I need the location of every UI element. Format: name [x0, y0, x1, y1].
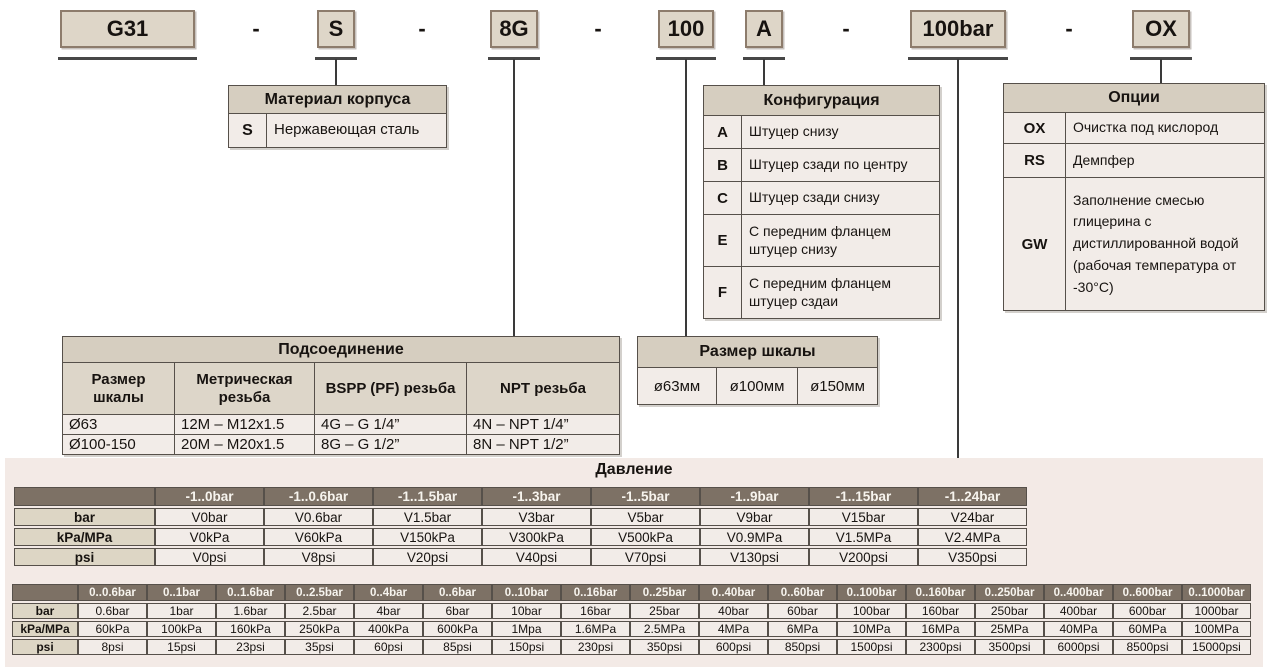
- pressure-code-cell: 150psi: [492, 639, 561, 655]
- pressure-code-cell: V1.5bar: [373, 508, 482, 526]
- connection-cell: Ø63: [63, 415, 175, 435]
- table-row: [12, 621, 1251, 637]
- pressure-code-cell: V0.9MPa: [700, 528, 809, 546]
- configuration-desc: С передним фланцем штуцер сздаи: [742, 267, 940, 319]
- pressure-range-header: [12, 584, 78, 601]
- code-box-options: OX: [1132, 10, 1190, 48]
- option-code: RS: [1004, 144, 1066, 178]
- connection-cell: 8G – G 1/2”: [315, 435, 467, 455]
- configuration-desc: С передним фланцем штуцер снизу: [742, 215, 940, 267]
- pressure-range-header: 0..60bar: [768, 584, 837, 601]
- pressure-code-cell: V0kPa: [155, 528, 264, 546]
- pressure-code-cell: V0bar: [155, 508, 264, 526]
- pressure-range-header: -1..9bar: [700, 487, 809, 506]
- pressure-code-cell: 15000psi: [1182, 639, 1251, 655]
- pressure-range-header: -1..24bar: [918, 487, 1027, 506]
- code-separator: -: [418, 16, 426, 41]
- table-row: [63, 435, 620, 455]
- pressure-code-cell: V200psi: [809, 548, 918, 566]
- pressure-range-header: 0..250bar: [975, 584, 1044, 601]
- pressure-code-cell: 1.6bar: [216, 603, 285, 619]
- pressure-code-cell: 600bar: [1113, 603, 1182, 619]
- pressure-range-header: -1..0.6bar: [264, 487, 373, 506]
- material-table-title: Материал корпуса: [229, 86, 447, 114]
- code-box-connection: 8G: [490, 10, 538, 48]
- pressure-code-cell: 400bar: [1044, 603, 1113, 619]
- pressure-code-cell: 2.5bar: [285, 603, 354, 619]
- pressure-code-cell: 350psi: [630, 639, 699, 655]
- pressure-range-header: 0..400bar: [1044, 584, 1113, 601]
- pressure-range-header: 0..100bar: [837, 584, 906, 601]
- pressure-code-cell: 100MPa: [1182, 621, 1251, 637]
- table-row: [63, 415, 620, 435]
- connector-line-options: [1160, 59, 1162, 83]
- connection-col-header: Метрическая резьба: [175, 363, 315, 415]
- code-box-scale-size: 100: [658, 10, 714, 48]
- connection-cell: 4N – NPT 1/4”: [467, 415, 620, 435]
- connection-col-header: NPT резьба: [467, 363, 620, 415]
- connection-table-title: Подсоединение: [63, 337, 620, 363]
- pressure-code-cell: 35psi: [285, 639, 354, 655]
- pressure-range-header: 0..16bar: [561, 584, 630, 601]
- pressure-code-cell: 250bar: [975, 603, 1044, 619]
- code-box-configuration: A: [745, 10, 783, 48]
- code-separator: -: [842, 16, 850, 41]
- pressure-code-cell: V0.6bar: [264, 508, 373, 526]
- connection-cell: 8N – NPT 1/2”: [467, 435, 620, 455]
- code-box-material: S: [317, 10, 355, 48]
- table-row: [12, 639, 1251, 655]
- pressure-range-header: 0..600bar: [1113, 584, 1182, 601]
- connection-cell: 4G – G 1/4”: [315, 415, 467, 435]
- code-separator: -: [1065, 16, 1073, 41]
- pressure-code-cell: 2.5MPa: [630, 621, 699, 637]
- configuration-table: [703, 85, 940, 319]
- table-row: [704, 182, 940, 215]
- connection-cell: 20M – M20x1.5: [175, 435, 315, 455]
- code-box-pressure: 100bar: [910, 10, 1006, 48]
- configuration-desc: Штуцер сзади по центру: [742, 149, 940, 182]
- options-table: [1003, 83, 1265, 311]
- connection-col-header: BSPP (PF) резьба: [315, 363, 467, 415]
- pressure-code-cell: 60bar: [768, 603, 837, 619]
- pressure-code-cell: V300kPa: [482, 528, 591, 546]
- pressure-code-cell: 850psi: [768, 639, 837, 655]
- pressure-range-header: -1..0bar: [155, 487, 264, 506]
- pressure-code-cell: 600psi: [699, 639, 768, 655]
- table-row: [1004, 178, 1265, 311]
- pressure-range-header: [14, 487, 155, 506]
- table-row: [1004, 113, 1265, 144]
- option-code: OX: [1004, 113, 1066, 144]
- option-code: GW: [1004, 178, 1066, 311]
- code-box-model: G31: [60, 10, 195, 48]
- configuration-code: B: [704, 149, 742, 182]
- table-row: [704, 149, 940, 182]
- table-row: [704, 215, 940, 267]
- unit-row-label: kPa/MPa: [14, 528, 155, 546]
- connector-line-pressure: [957, 59, 959, 470]
- pressure-range-header: -1..5bar: [591, 487, 700, 506]
- pressure-section: [5, 458, 1263, 667]
- options-table-title: Опции: [1004, 84, 1265, 113]
- pressure-code-cell: 1000bar: [1182, 603, 1251, 619]
- pressure-code-cell: 2300psi: [906, 639, 975, 655]
- pressure-code-cell: 60MPa: [1113, 621, 1182, 637]
- configuration-desc: Штуцер снизу: [742, 116, 940, 149]
- pressure-code-cell: V8psi: [264, 548, 373, 566]
- pressure-code-cell: 40bar: [699, 603, 768, 619]
- table-row: [14, 548, 1027, 566]
- material-code: S: [229, 114, 267, 148]
- connection-table: [62, 336, 620, 455]
- pressure-code-cell: 3500psi: [975, 639, 1044, 655]
- code-separator: -: [252, 16, 260, 41]
- configuration-code: C: [704, 182, 742, 215]
- pressure-code-cell: V130psi: [700, 548, 809, 566]
- pressure-code-cell: 100kPa: [147, 621, 216, 637]
- scale-size-value: ø100мм: [717, 368, 798, 405]
- unit-row-label: psi: [14, 548, 155, 566]
- pressure-code-cell: 23psi: [216, 639, 285, 655]
- unit-row-label: psi: [12, 639, 78, 655]
- pressure-code-cell: 40MPa: [1044, 621, 1113, 637]
- pressure-code-cell: V15bar: [809, 508, 918, 526]
- pressure-code-cell: 4bar: [354, 603, 423, 619]
- pressure-code-cell: 1500psi: [837, 639, 906, 655]
- pressure-code-cell: V70psi: [591, 548, 700, 566]
- pressure-range-header: 0..4bar: [354, 584, 423, 601]
- pressure-range-header: 0..2.5bar: [285, 584, 354, 601]
- pressure-code-cell: V1.5MPa: [809, 528, 918, 546]
- pressure-code-cell: V2.4MPa: [918, 528, 1027, 546]
- connector-line-material: [335, 59, 337, 85]
- connector-line-connection: [513, 59, 515, 336]
- material-table: [228, 85, 447, 148]
- pressure-code-cell: V150kPa: [373, 528, 482, 546]
- pressure-code-cell: 6000psi: [1044, 639, 1113, 655]
- option-desc: Заполнение смесью глицерина с дистиллированной водой (рабочая температура от -30°C): [1066, 178, 1265, 311]
- pressure-code-cell: V24bar: [918, 508, 1027, 526]
- unit-row-label: bar: [14, 508, 155, 526]
- option-desc: Очистка под кислород: [1066, 113, 1265, 144]
- code-separator: -: [594, 16, 602, 41]
- table-header-row: [63, 363, 620, 415]
- pressure-range-header: 0..25bar: [630, 584, 699, 601]
- configuration-code: A: [704, 116, 742, 149]
- pressure-code-cell: 8500psi: [1113, 639, 1182, 655]
- pressure-code-cell: V0psi: [155, 548, 264, 566]
- pressure-section-title: Давление: [595, 461, 673, 478]
- configuration-code: F: [704, 267, 742, 319]
- pressure-code-cell: 10MPa: [837, 621, 906, 637]
- table-row: [14, 528, 1027, 546]
- scale-size-value: ø150мм: [798, 368, 878, 405]
- pressure-code-cell: 60psi: [354, 639, 423, 655]
- pressure-code-cell: 60kPa: [78, 621, 147, 637]
- pressure-code-cell: 100bar: [837, 603, 906, 619]
- configuration-desc: Штуцер сзади снизу: [742, 182, 940, 215]
- unit-row-label: kPa/MPa: [12, 621, 78, 637]
- scale-size-table: [637, 336, 878, 405]
- pressure-code-cell: 4MPa: [699, 621, 768, 637]
- pressure-code-cell: 15psi: [147, 639, 216, 655]
- pressure-code-cell: V40psi: [482, 548, 591, 566]
- pressure-code-cell: 16bar: [561, 603, 630, 619]
- pressure-range-header: 0..6bar: [423, 584, 492, 601]
- table-row: [704, 267, 940, 319]
- pressure-code-cell: 1bar: [147, 603, 216, 619]
- pressure-code-cell: 16MPa: [906, 621, 975, 637]
- table-row: [14, 508, 1027, 526]
- pressure-range-header: -1..3bar: [482, 487, 591, 506]
- scale-size-value: ø63мм: [638, 368, 717, 405]
- pressure-range-header: 0..10bar: [492, 584, 561, 601]
- connector-line-configuration: [763, 59, 765, 85]
- pressure-code-cell: V60kPa: [264, 528, 373, 546]
- connection-col-header: Размер шкалы: [63, 363, 175, 415]
- pressure-code-cell: 6bar: [423, 603, 492, 619]
- pressure-code-cell: V5bar: [591, 508, 700, 526]
- pressure-code-cell: 85psi: [423, 639, 492, 655]
- pressure-code-cell: 160bar: [906, 603, 975, 619]
- table-header-row: [14, 487, 1027, 506]
- pressure-range-header: 0..1bar: [147, 584, 216, 601]
- material-desc: Нержавеющая сталь: [267, 114, 447, 148]
- connection-cell: 12M – M12x1.5: [175, 415, 315, 435]
- pressure-code-cell: 10bar: [492, 603, 561, 619]
- pressure-code-cell: 230psi: [561, 639, 630, 655]
- pressure-code-cell: 25bar: [630, 603, 699, 619]
- pressure-range-header: 0..1.6bar: [216, 584, 285, 601]
- positive-pressure-table: [12, 582, 1251, 657]
- pressure-code-cell: 0.6bar: [78, 603, 147, 619]
- pressure-code-cell: V350psi: [918, 548, 1027, 566]
- table-row: [12, 603, 1251, 619]
- configuration-code: E: [704, 215, 742, 267]
- pressure-range-header: -1..1.5bar: [373, 487, 482, 506]
- configuration-table-title: Конфигурация: [704, 86, 940, 116]
- pressure-range-header: -1..15bar: [809, 487, 918, 506]
- pressure-code-cell: 6MPa: [768, 621, 837, 637]
- pressure-code-cell: 8psi: [78, 639, 147, 655]
- option-desc: Демпфер: [1066, 144, 1265, 178]
- pressure-range-header: 0..160bar: [906, 584, 975, 601]
- pressure-code-cell: 600kPa: [423, 621, 492, 637]
- pressure-code-cell: 1.6MPa: [561, 621, 630, 637]
- pressure-code-cell: V3bar: [482, 508, 591, 526]
- pressure-range-header: 0..1000bar: [1182, 584, 1251, 601]
- unit-row-label: bar: [12, 603, 78, 619]
- pressure-code-cell: 25MPa: [975, 621, 1044, 637]
- connection-cell: Ø100-150: [63, 435, 175, 455]
- pressure-code-cell: 160kPa: [216, 621, 285, 637]
- vacuum-pressure-table: [14, 485, 1027, 568]
- scale-size-table-title: Размер шкалы: [638, 337, 878, 368]
- pressure-code-cell: V500kPa: [591, 528, 700, 546]
- pressure-code-cell: V9bar: [700, 508, 809, 526]
- connector-line-scale-size: [685, 59, 687, 336]
- pressure-code-cell: 250kPa: [285, 621, 354, 637]
- pressure-range-header: 0..0.6bar: [78, 584, 147, 601]
- code-underline: [58, 57, 197, 60]
- pressure-code-cell: 1Mpa: [492, 621, 561, 637]
- table-row: [1004, 144, 1265, 178]
- table-row: [229, 114, 447, 148]
- pressure-code-cell: V20psi: [373, 548, 482, 566]
- table-row: [704, 116, 940, 149]
- table-row: [638, 368, 878, 405]
- pressure-code-cell: 400kPa: [354, 621, 423, 637]
- pressure-range-header: 0..40bar: [699, 584, 768, 601]
- table-header-row: [12, 584, 1251, 601]
